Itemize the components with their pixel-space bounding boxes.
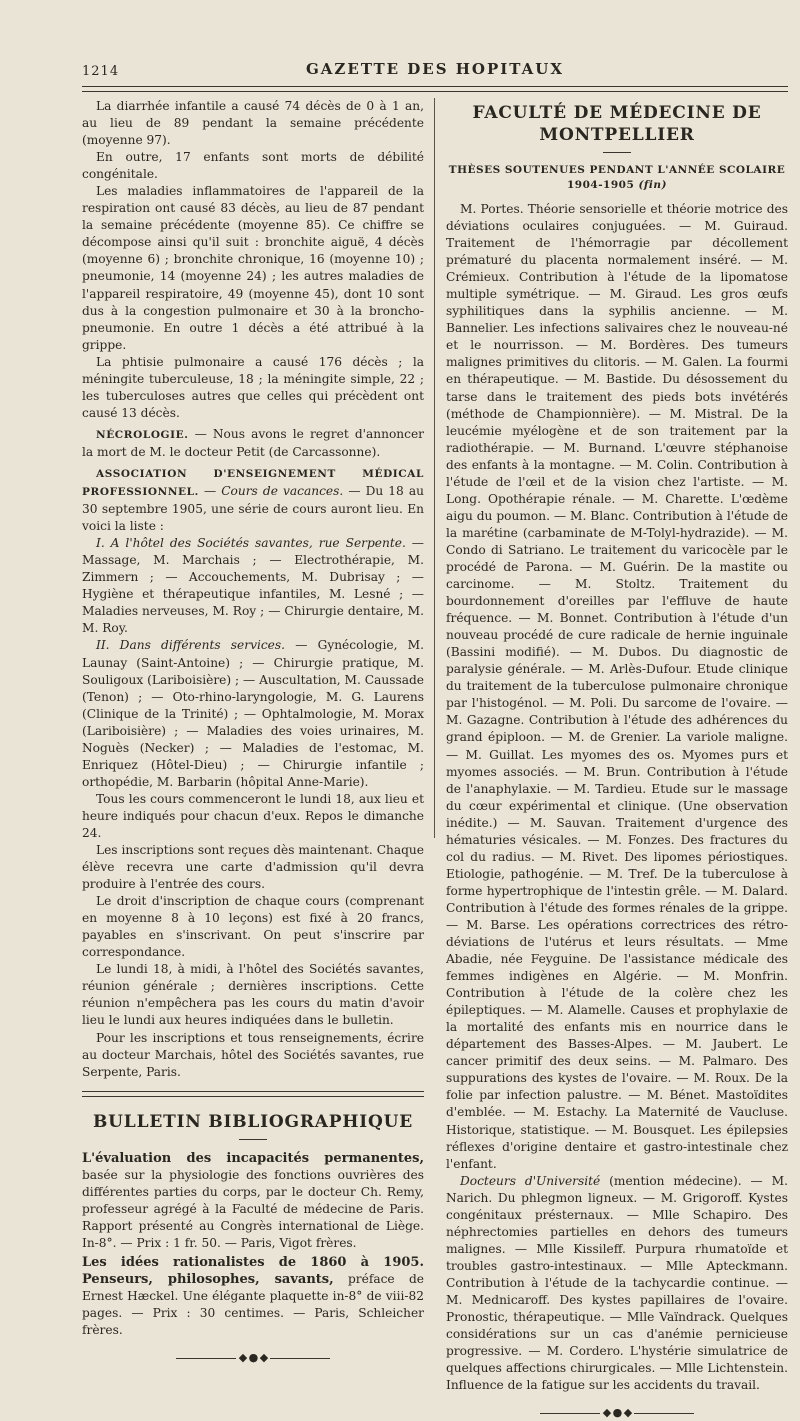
- section-i-text: — Massage, M. Marchais ; — Electrothérapie, M. Zimmern ; — Accouchements, M. Dubrisay ; — Hygiène et thérapeutique infantiles, M. Lesné ; — Maladies nerveuses, M. Roy ; — Chirurgie dentaire, M. M. Roy.: [82, 536, 424, 636]
- paragraph-tous-les-cours: Tous les cours commenceront le lundi 18, aux lieu et heure indiqués pour chacun d'eux. Repos le dimanche 24.: [82, 791, 424, 840]
- paragraph-respiration: Les maladies inflammatoires de l'appareil de la respiration ont causé 83 décès, au lieu de 87 pendant la semaine précédente (moyenne 85). Ce chiffre se décompose ainsi qu'il suit : bronchite aiguë, 4 décès (moyenne 6) ; bronchite chronique, 16 (moyenne 10) ; pneumonie, 14 (moyenne 24) ; les autres maladies de l'appareil respiratoire, 49 (moyenne 45), dont 10 sont dus à la congestion pulmonaire et 30 à la broncho-pneumonie. En outre 1 décès a été attribué à la grippe.: [82, 184, 424, 352]
- section-ii-text: — Gynécologie, M. Launay (Saint-Antoine) ; — Chirurgie pratique, M. Souligoux (Lariboisière) ; — Auscultation, M. Caussade (Tenon) ; — Oto-rhino-laryngologie, M. G. Laurens (Clinique de la Trinité) ; — Ophtalmologie, M. Morax (Lariboisière) ; — Maladies des voies urinaires, M. Noguès (Necker) ; — Maladies de l'estomac, M. Enriquez (Hôtel-Dieu) ; — Chirurgie infantile ; orthopédie, M. Barbarin (hôpital Anne-Marie).: [82, 638, 424, 789]
- paragraph-inscriptions: Les inscriptions sont reçues dès maintenant. Chaque élève recevra une carte d'admission qu'il devra produire à l'entrée des cours.: [82, 843, 424, 892]
- subtitle-text: THÈSES SOUTENUES PENDANT L'ANNÉE SCOLAIRE 1904-1905: [448, 164, 786, 191]
- necrologie-text: — Nous avons le regret d'annoncer la mort de M. le docteur Petit (de Carcassonne).: [82, 426, 424, 459]
- bib-2-title: Les idées rationalistes de 1860 à 1905. Penseurs, philosophes, savants,: [82, 1254, 424, 1287]
- docteurs-text: (mention médecine). — M. Narich. Du phlegmon ligneux. — M. Grigoroff. Kystes congénitaux présternaux. — Mlle Schapiro. Des néphrectomies partielles en dehors des tumeurs malignes. — Mlle Kissileff. Purpura rhumatoïde et troubles gastro-intestinaux. — Mlle Apteckmann. Contribution à l'étude de la tachycardie continue. — M. Mednicaroff. Des kystes papillaires de l'ovaire. Pronostic, thérapeutique. — Mlle Vaïndrack. Quelques considérations sur un cas d'anémie pernicieuse progressive. — M. Cordero. L'hystérie simulatrice de quelques affections chirurgicales. — Mlle Lichtenstein. Influence de la fatigue sur les accidents du travail.: [446, 1173, 788, 1393]
- page-header: [82, 56, 788, 86]
- faculte-underline: [603, 152, 631, 153]
- end-ornament: ◆ ● ◆: [82, 1349, 424, 1366]
- left-column: [82, 98, 424, 1366]
- bulletin-title: BULLETIN BIBLIOGRAPHIQUE: [93, 1111, 413, 1132]
- bib-2-text: préface de Ernest Hæckel. Une élégante plaquette in-8° de viii-82 pages. — Prix : 30 centimes. — Paris, Schleicher frères.: [82, 1272, 424, 1338]
- paragraph-association: ASSOCIATION D'ENSEIGNEMENT MÉDICAL PROFESSIONNEL. — Cours de vacances. — Du 18 au 30 septembre 1905, une série de cours auront lieu. En voici la liste :: [82, 467, 424, 534]
- theses-subtitle: [446, 163, 788, 193]
- bib-entry-2: [82, 1254, 424, 1339]
- section-rule: [82, 1091, 424, 1097]
- header-rule: [82, 86, 788, 92]
- docteurs-universite: [446, 1173, 788, 1395]
- theses-list: M. Portes. Théorie sensorielle et théorie motrice des déviations oculaires conjuguées. — M. Guiraud. Traitement de l'hémorragie par décollement prématuré du placenta normalement inséré. — M. Crémieux. Contribution à l'étude de la lipomatose multiple symétrique. — M. Giraud. Les gros œufs syphilitiques dans la syphilis ancienne. — M. Bannelier. Les infections salivaires chez le nouveau-né et le nourrisson. — M. Bordères. Des tumeurs malignes primitives du clitoris. — M. Galen. La fourmi en thérapeutique. — M. Bastide. Du désossement du tarse dans le traitement des pieds bots invétérés (méthode de Championnière). — M. Mistral. De la leucémie myélogène et de son traitement par la radiothérapie. — M. Burnand. L'œuvre stéphanoise des enfants à la montagne. — M. Colin. Contribution à l'étude de l'œil et de la vision chez l'artiste. — M. Long. Opothérapie rénale. — M. Charette. L'œdème aigu du poumon. — M. Blanc. Contribution à l'étude de la marétine (carbaminate de M-Tolyl-hydrazide). — M. Condo di Satriano. Le traitement du varicocèle par le procédé de Parona. — M. Guérin. De la mastite ou carcinome. — M. Stoltz. Traitement du bourdonnement d'oreilles par l'effluve de haute fréquence. — M. Bonnet. Contribution à l'étude d'un nouveau procédé de cure radicale de hernie inguinale (Bassini modifié). — M. Dubos. Du diagnostic de paralysie générale. — M. Arlès-Dufour. Etude clinique du traitement de la tuberculose pulmonaire chronique par l'histogénol. — M. Poli. Du sarcome de l'ovaire. — M. Gazagne. Contribution à l'étude des adhérences du grand épiploon. — M. de Grenier. La variole maligne. — M. Guillat. Les myomes des os. Myomes purs et myomes associés. — M. Brun. Contribution à l'étude de l'anaphylaxie. — M. Tardieu. Etude sur le massage du cœur expérimental et clinique. (Une observation inédite.) — M. Sauvan. Traitement d'urgence des hématuries vésicales. — M. Fonzes. Des fractures du col du radius. — M. Rivet. Des lipomes périostiques. Etiologie, pathogénie. — M. Tref. De la tuberculose à forme hypertrophique de l'intestin grêle. — M. Dalard. Contribution à l'étude des formes rénales de la grippe. — M. Barse. Les opérations correctrices des rétro-déviations de l'utérus et leurs résultats. — Mme Abadie, née Feyguine. De l'assistance médicale des femmes indigènes en Algérie. — M. Monfrin. Contribution à l'étude de la colère chez les épileptiques. — M. Alamelle. Causes et prophylaxie de la mortalité des enfants mis en nourrice dans le département des Basses-Alpes. — M. Jaubert. Le cancer primitif des deux seins. — M. Palmaro. Des suppurations des kystes de l'ovaire. — M. Roux. De la folie par infection palustre. — M. Bénet. Mastoïdites d'emblée. — M. Estachy. La Maternité de Vaucluse. Historique, statistique. — M. Bousquet. Les épilepsies réflexes d'origine dentaire et gastro-intestinale chez l'enfant.: [446, 202, 788, 1171]
- subtitle-fin: (fin): [638, 179, 668, 191]
- faculte-title: FACULTÉ DE MÉDECINE DE MONTPELLIER: [472, 103, 762, 145]
- paragraph-debilite: En outre, 17 enfants sont morts de débilité congénitale.: [82, 150, 424, 182]
- end-ornament-right: ◆ ● ◆: [446, 1404, 788, 1421]
- association-label: ASSOCIATION D'ENSEIGNEMENT MÉDICAL PROFESSIONNEL.: [82, 467, 424, 499]
- docteurs-label: Docteurs d'Université: [460, 1173, 601, 1188]
- paragraph-lundi: Le lundi 18, à midi, à l'hôtel des Sociétés savantes, réunion générale ; dernières inscriptions. Cette réunion n'empêchera pas les cours du matin d'avoir lieu le lundi aux heures indiquées dans le bulletin.: [82, 962, 424, 1028]
- necrologie-label: NÉCROLOGIE.: [96, 428, 189, 441]
- right-column: [446, 98, 788, 1421]
- section-ii-heading: II. Dans différents services.: [96, 638, 286, 653]
- column-divider: [434, 98, 435, 838]
- journal-title: GAZETTE DES HOPITAUX: [305, 60, 564, 78]
- bib-1-text: basée sur la physiologie des fonctions ouvrières des différentes parties du corps, par le docteur Ch. Remy, professeur agrégé à la Faculté de médecine de Paris. Rapport présenté au Congrès international de Liège. In-8°. — Prix : 1 fr. 50. — Paris, Vigot frères.: [82, 1167, 424, 1250]
- paragraph-pour: Pour les inscriptions et tous renseignements, écrire au docteur Marchais, hôtel des Sociétés savantes, rue Serpente, Paris.: [82, 1030, 424, 1079]
- paragraph-phtisie: La phtisie pulmonaire a causé 176 décès ; la méningite tuberculeuse, 18 ; la méningite simple, 22 ; les tuberculoses autres que celles qui précèdent ont causé 13 décès.: [82, 354, 424, 420]
- association-text: — Du 18 au 30 septembre 1905, une série de cours auront lieu. En voici la liste :: [82, 484, 424, 534]
- page-number: 1214: [82, 64, 120, 79]
- paragraph-section-i: [82, 535, 424, 637]
- bib-entry-1: [82, 1150, 424, 1252]
- paragraph-necrologie: [82, 426, 424, 461]
- title-underline: [239, 1139, 267, 1140]
- association-italic: Cours de vacances.: [221, 484, 344, 499]
- paragraph-diarrhee: La diarrhée infantile a causé 74 décès de 0 à 1 an, au lieu de 89 pendant la semaine précédente (moyenne 97).: [82, 99, 424, 148]
- bib-1-title: L'évaluation des incapacités permanentes,: [82, 1150, 424, 1166]
- section-i-heading: I. A l'hôtel des Sociétés savantes, rue Serpente.: [96, 536, 406, 551]
- paragraph-droit: Le droit d'inscription de chaque cours (comprenant en moyenne 8 à 10 leçons) est fixé à 20 francs, payables en s'inscrivant. On peut s'inscrire par correspondance.: [82, 894, 424, 960]
- paragraph-section-ii: [82, 637, 424, 790]
